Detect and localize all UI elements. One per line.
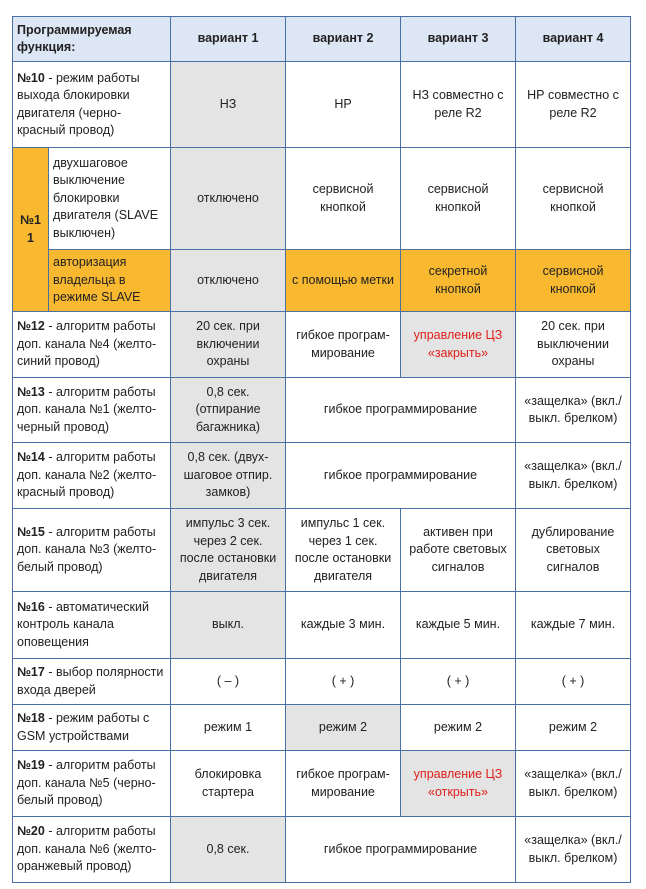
variant-2-cell: с помощью метки xyxy=(286,250,401,312)
function-desc: - алгоритм работы доп. канала №1 (желто-черный провод) xyxy=(17,384,157,434)
variant-2-cell: импульс 1 сек. через 1 сек. после остановки двигателя xyxy=(286,509,401,592)
variant-2-3-cell: гибкое программирование xyxy=(286,378,516,443)
variant-2-3-cell: гибкое программирование xyxy=(286,443,516,509)
function-desc: - алгоритм работы доп. канала №2 (желто-красный провод) xyxy=(17,450,157,500)
function-cell xyxy=(13,509,171,592)
function-number: №11 xyxy=(13,148,49,312)
variant-3-cell: НЗ совместно с реле R2 xyxy=(401,62,516,148)
variant-4-cell: сервисной кнопкой xyxy=(516,250,631,312)
row-14 xyxy=(13,443,631,509)
row-11a xyxy=(13,148,631,250)
variant-1-cell: отключено xyxy=(171,250,286,312)
function-desc: - алгоритм работы доп. канала №5 (черно-белый провод) xyxy=(17,758,156,808)
function-number: №20 xyxy=(17,824,45,839)
row-10 xyxy=(13,62,631,148)
function-number: №12 xyxy=(17,319,45,334)
variant-4-cell: ( + ) xyxy=(516,659,631,705)
variant-1-cell: режим 1 xyxy=(171,705,286,751)
function-cell xyxy=(13,312,171,378)
variant-2-cell: НР xyxy=(286,62,401,148)
function-number: №19 xyxy=(17,758,45,773)
function-desc: - автоматический контроль канала оповещения xyxy=(17,599,149,649)
variant-3-cell: каждые 5 мин. xyxy=(401,592,516,659)
function-cell xyxy=(13,592,171,659)
function-desc: авторизация владельца в режиме SLAVE xyxy=(49,250,171,312)
function-number: №14 xyxy=(17,450,45,465)
row-15 xyxy=(13,509,631,592)
variant-2-3-cell: гибкое программирование xyxy=(286,817,516,883)
header-variant-4: вариант 4 xyxy=(516,17,631,62)
variant-1-cell: импульс 3 сек. через 2 сек. после остановки двигателя xyxy=(171,509,286,592)
variant-3-cell: активен при работе световых сигналов xyxy=(401,509,516,592)
variant-1-cell: 0,8 сек. xyxy=(171,817,286,883)
row-20 xyxy=(13,817,631,883)
variant-3-cell: управление ЦЗ «открыть» xyxy=(401,751,516,817)
variant-2-cell: каждые 3 мин. xyxy=(286,592,401,659)
header-variant-3: вариант 3 xyxy=(401,17,516,62)
header-variant-2: вариант 2 xyxy=(286,17,401,62)
variant-4-cell: «защелка» (вкл./выкл. брелком) xyxy=(516,817,631,883)
row-16 xyxy=(13,592,631,659)
variant-2-cell: гибкое програм-мирование xyxy=(286,312,401,378)
row-17 xyxy=(13,659,631,705)
variant-3-cell: управление ЦЗ «закрыть» xyxy=(401,312,516,378)
function-desc: - алгоритм работы доп. канала №4 (желто-синий провод) xyxy=(17,319,157,369)
function-desc: - алгоритм работы доп. канала №6 (желто-оранжевый провод) xyxy=(17,824,157,874)
programming-table xyxy=(12,16,631,883)
function-cell xyxy=(13,817,171,883)
variant-4-cell: 20 сек. при выключении охраны xyxy=(516,312,631,378)
function-number: №17 xyxy=(17,665,45,679)
variant-3-cell: сервисной кнопкой xyxy=(401,148,516,250)
function-cell xyxy=(13,62,171,148)
variant-3-cell: ( + ) xyxy=(401,659,516,705)
function-desc: - режим работы выхода блокировки двигателя (черно-красный провод) xyxy=(17,70,140,137)
function-desc: - выбор полярности входа дверей xyxy=(17,665,164,697)
row-13 xyxy=(13,378,631,443)
variant-1-cell: ( – ) xyxy=(171,659,286,705)
function-number: №10 xyxy=(17,70,45,85)
function-number: №13 xyxy=(17,384,45,399)
function-number: №18 xyxy=(17,711,45,725)
variant-4-cell: каждые 7 мин. xyxy=(516,592,631,659)
variant-4-cell: режим 2 xyxy=(516,705,631,751)
variant-3-cell: секретной кнопкой xyxy=(401,250,516,312)
variant-1-cell: НЗ xyxy=(171,62,286,148)
variant-3-cell: режим 2 xyxy=(401,705,516,751)
variant-1-cell: блокировка стартера xyxy=(171,751,286,817)
variant-1-cell: 20 сек. при включении охраны xyxy=(171,312,286,378)
function-number: №16 xyxy=(17,599,45,614)
variant-4-cell: НР совместно с реле R2 xyxy=(516,62,631,148)
function-number: №15 xyxy=(17,524,45,539)
function-cell xyxy=(13,443,171,509)
variant-2-cell: сервисной кнопкой xyxy=(286,148,401,250)
variant-4-cell: «защелка» (вкл./выкл. брелком) xyxy=(516,378,631,443)
function-desc: - алгоритм работы доп. канала №3 (желто-белый провод) xyxy=(17,524,157,574)
variant-4-cell: «защелка» (вкл./выкл. брелком) xyxy=(516,751,631,817)
variant-1-cell: выкл. xyxy=(171,592,286,659)
function-cell xyxy=(13,659,171,705)
variant-1-cell: 0,8 сек. (отпирание багажника) xyxy=(171,378,286,443)
header-variant-1: вариант 1 xyxy=(171,17,286,62)
variant-4-cell: дублирование световых сигналов xyxy=(516,509,631,592)
variant-4-cell: «защелка» (вкл./выкл. брелком) xyxy=(516,443,631,509)
function-desc: - режим работы с GSM устройствами xyxy=(17,711,150,743)
function-cell xyxy=(13,751,171,817)
row-12 xyxy=(13,312,631,378)
row-19 xyxy=(13,751,631,817)
row-11b xyxy=(13,250,631,312)
variant-2-cell: режим 2 xyxy=(286,705,401,751)
variant-1-cell: 0,8 сек. (двух-шаговое отпир. замков) xyxy=(171,443,286,509)
header-function: Программируемая функция: xyxy=(13,17,171,62)
variant-1-cell: отключено xyxy=(171,148,286,250)
function-desc: двухшаговое выключение блокировки двигателя (SLAVE выключен) xyxy=(49,148,171,250)
function-cell xyxy=(13,705,171,751)
header-row xyxy=(13,17,631,62)
function-cell xyxy=(13,378,171,443)
variant-4-cell: сервисной кнопкой xyxy=(516,148,631,250)
row-18 xyxy=(13,705,631,751)
variant-2-cell: гибкое програм-мирование xyxy=(286,751,401,817)
variant-2-cell: ( + ) xyxy=(286,659,401,705)
